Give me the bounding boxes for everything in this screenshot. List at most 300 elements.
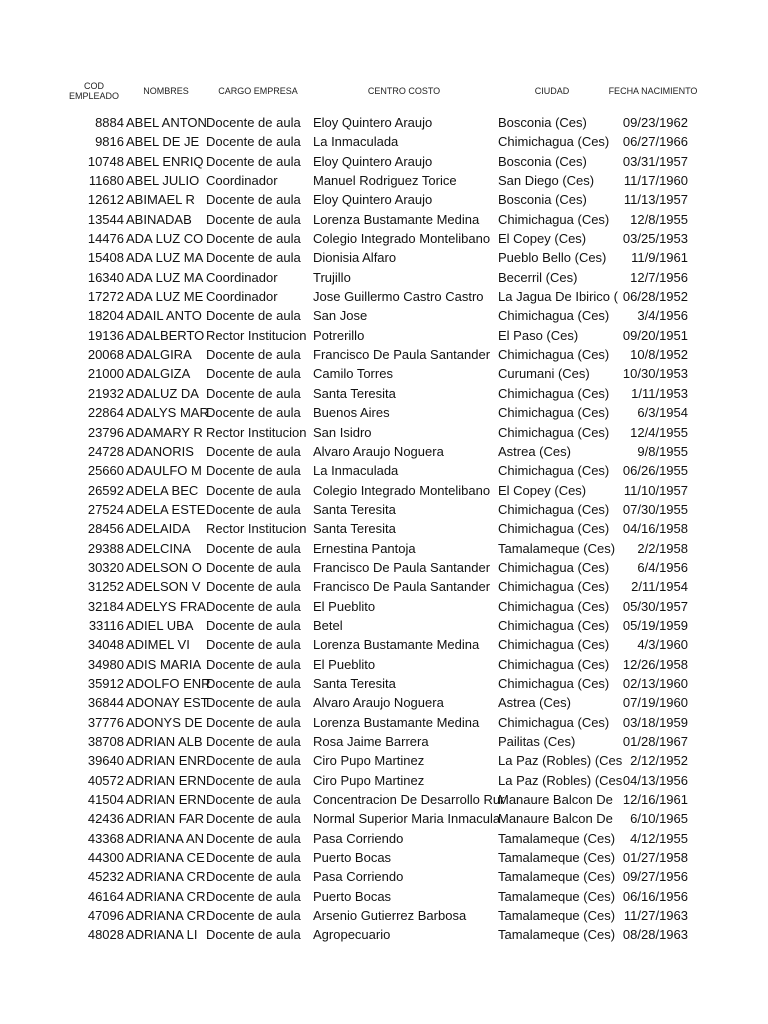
cell-ciudad: Chimichagua (Ces) [498, 579, 610, 595]
cell-cod-empleado: 16340 [87, 269, 124, 285]
table-row [0, 558, 768, 577]
cell-cod-empleado: 44300 [87, 850, 124, 866]
cell-centro-costo: Normal Superior Maria Inmacula [313, 811, 501, 827]
cell-cod-empleado: 24728 [87, 443, 124, 459]
cell-cod-empleado: 30320 [87, 559, 124, 575]
cell-cargo: Docente de aula [206, 792, 301, 808]
table-row [0, 481, 768, 500]
table-row [0, 461, 768, 480]
cell-cod-empleado: 27524 [87, 501, 124, 517]
table-row [0, 403, 768, 422]
cell-ciudad: Chimichagua (Ces) [498, 617, 610, 633]
cell-centro-costo: Dionisia Alfaro [313, 250, 397, 266]
cell-fecha-nacimiento: 07/30/1955 [622, 501, 688, 517]
cell-nombre: ADELA ESTE [126, 501, 206, 517]
cell-nombre: ADELA BEC [126, 482, 199, 498]
cell-nombre: ADRIANA LI [126, 927, 198, 943]
cell-centro-costo: Arsenio Gutierrez Barbosa [313, 908, 467, 924]
cell-nombre: ABEL JULIO [126, 173, 200, 189]
cell-nombre: ADELSON V [126, 579, 201, 595]
table-row [0, 867, 768, 886]
cell-cargo: Docente de aula [206, 463, 301, 479]
cell-nombre: ADAULFO M [126, 463, 202, 479]
cell-cargo: Docente de aula [206, 134, 301, 150]
cell-cargo: Docente de aula [206, 385, 301, 401]
cell-fecha-nacimiento: 4/3/1960 [637, 637, 688, 653]
cell-ciudad: Chimichagua (Ces) [498, 308, 610, 324]
cell-centro-costo: Lorenza Bustamante Medina [313, 211, 480, 227]
cell-cod-empleado: 21000 [87, 366, 124, 382]
table-row [0, 384, 768, 403]
cell-ciudad: La Paz (Robles) (Ces [498, 753, 623, 769]
cell-centro-costo: Camilo Torres [313, 366, 393, 382]
cell-nombre: ADRIANA CR [126, 908, 206, 924]
header-cod-empleado: COD EMPLEADO [68, 81, 119, 101]
table-row [0, 442, 768, 461]
cell-fecha-nacimiento: 06/27/1966 [622, 134, 688, 150]
cell-ciudad: Tamalameque (Ces) [498, 869, 616, 885]
cell-nombre: ADALBERTO [126, 327, 205, 343]
cell-nombre: ADAMARY R [126, 424, 203, 440]
header-fecha-nacimiento: FECHA NACIMIENTO [608, 86, 698, 96]
cell-ciudad: Manaure Balcon De [498, 792, 613, 808]
cell-ciudad: Chimichagua (Ces) [498, 424, 610, 440]
cell-cod-empleado: 39640 [87, 753, 124, 769]
cell-cargo: Docente de aula [206, 830, 301, 846]
cell-cod-empleado: 46164 [87, 888, 124, 904]
cell-ciudad: Chimichagua (Ces) [498, 656, 610, 672]
cell-cod-empleado: 9816 [95, 134, 124, 150]
cell-centro-costo: Ernestina Pantoja [313, 540, 416, 556]
table-row [0, 345, 768, 364]
table-row [0, 790, 768, 809]
cell-fecha-nacimiento: 06/26/1955 [622, 463, 688, 479]
cell-ciudad: Chimichagua (Ces) [498, 675, 610, 691]
cell-nombre: ADONAY EST [126, 695, 209, 711]
table-row [0, 171, 768, 190]
cell-cod-empleado: 45232 [87, 869, 124, 885]
cell-cargo: Docente de aula [206, 559, 301, 575]
cell-cargo: Docente de aula [206, 501, 301, 517]
cell-fecha-nacimiento: 11/17/1960 [623, 173, 688, 189]
cell-fecha-nacimiento: 11/27/1963 [623, 908, 688, 924]
cell-ciudad: Chimichagua (Ces) [498, 521, 610, 537]
cell-ciudad: Chimichagua (Ces) [498, 463, 610, 479]
cell-fecha-nacimiento: 12/4/1955 [630, 424, 688, 440]
cell-fecha-nacimiento: 12/8/1955 [630, 211, 688, 227]
cell-cargo: Docente de aula [206, 927, 301, 943]
cell-cod-empleado: 15408 [87, 250, 124, 266]
cell-nombre: ADA LUZ ME [126, 289, 204, 305]
cell-ciudad: Chimichagua (Ces) [498, 637, 610, 653]
cell-centro-costo: La Inmaculada [313, 463, 399, 479]
cell-cod-empleado: 28456 [87, 521, 124, 537]
cell-ciudad: Tamalameque (Ces) [498, 908, 616, 924]
cell-cod-empleado: 37776 [87, 714, 124, 730]
cell-cod-empleado: 13544 [87, 211, 124, 227]
cell-cargo: Docente de aula [206, 347, 301, 363]
cell-fecha-nacimiento: 09/20/1951 [622, 327, 688, 343]
cell-cargo: Docente de aula [206, 869, 301, 885]
cell-centro-costo: Francisco De Paula Santander [313, 579, 491, 595]
cell-fecha-nacimiento: 10/30/1953 [622, 366, 688, 382]
cell-cod-empleado: 40572 [87, 772, 124, 788]
cell-ciudad: Tamalameque (Ces) [498, 850, 616, 866]
cell-centro-costo: Francisco De Paula Santander [313, 559, 491, 575]
table-row [0, 113, 768, 132]
cell-fecha-nacimiento: 06/28/1952 [622, 289, 688, 305]
cell-centro-costo: Alvaro Araujo Noguera [313, 695, 444, 711]
cell-ciudad: Curumani (Ces) [498, 366, 590, 382]
cell-cargo: Docente de aula [206, 695, 301, 711]
cell-ciudad: Astrea (Ces) [498, 443, 571, 459]
cell-nombre: ADALYS MAR [126, 405, 209, 421]
cell-centro-costo: Santa Teresita [313, 521, 396, 537]
cell-nombre: ABINADAB [126, 211, 192, 227]
cell-cargo: Docente de aula [206, 115, 301, 130]
cell-centro-costo: Pasa Corriendo [313, 869, 404, 885]
cell-ciudad: Tamalameque (Ces) [498, 888, 616, 904]
cell-cod-empleado: 26592 [87, 482, 124, 498]
cell-nombre: ADELAIDA [126, 521, 191, 537]
cell-ciudad: Pailitas (Ces) [498, 734, 576, 749]
table-row [0, 519, 768, 538]
cell-nombre: ADRIANA CR [126, 869, 206, 885]
cell-centro-costo: Buenos Aires [313, 405, 390, 421]
cell-cod-empleado: 38708 [87, 734, 124, 749]
table-row [0, 268, 768, 287]
cell-fecha-nacimiento: 07/19/1960 [622, 695, 688, 711]
table-row [0, 423, 768, 442]
cell-ciudad: Tamalameque (Ces) [498, 927, 616, 943]
cell-centro-costo: Santa Teresita [313, 501, 396, 517]
cell-nombre: ADRIAN ERN [126, 792, 207, 808]
cell-centro-costo: Betel [313, 617, 343, 633]
cell-ciudad: Chimichagua (Ces) [498, 134, 610, 150]
cell-fecha-nacimiento: 2/12/1952 [630, 753, 688, 769]
cell-cod-empleado: 18204 [87, 308, 124, 324]
cell-centro-costo: Jose Guillermo Castro Castro [313, 289, 484, 305]
cell-ciudad: Chimichagua (Ces) [498, 405, 610, 421]
cell-nombre: ADA LUZ CO [126, 231, 204, 247]
cell-cargo: Docente de aula [206, 908, 301, 924]
cell-ciudad: Chimichagua (Ces) [498, 347, 610, 363]
cell-ciudad: Pueblo Bello (Ces) [498, 250, 607, 266]
cell-cod-empleado: 29388 [87, 540, 124, 556]
header-cargo-empresa: CARGO EMPRESA [218, 86, 298, 96]
table-row [0, 751, 768, 770]
cell-centro-costo: Lorenza Bustamante Medina [313, 637, 480, 653]
cell-fecha-nacimiento: 09/27/1956 [622, 869, 688, 885]
cell-cod-empleado: 8884 [95, 115, 124, 130]
cell-cod-empleado: 19136 [87, 327, 124, 343]
table-row [0, 132, 768, 151]
cell-fecha-nacimiento: 9/8/1955 [637, 443, 688, 459]
cell-centro-costo: Santa Teresita [313, 675, 396, 691]
cell-cod-empleado: 43368 [87, 830, 124, 846]
cell-centro-costo: Santa Teresita [313, 385, 396, 401]
cell-fecha-nacimiento: 03/25/1953 [622, 231, 688, 247]
cell-cod-empleado: 31252 [87, 579, 124, 595]
cell-ciudad: Bosconia (Ces) [498, 153, 587, 169]
cell-centro-costo: El Pueblito [313, 598, 376, 614]
cell-cargo: Docente de aula [206, 714, 301, 730]
cell-cargo: Rector Institucion [206, 327, 307, 343]
cell-nombre: ADELYS FRA [126, 598, 206, 614]
cell-centro-costo: La Inmaculada [313, 134, 399, 150]
table-row [0, 732, 768, 751]
cell-cargo: Coordinador [206, 269, 278, 285]
cell-nombre: ADA LUZ MA [126, 250, 204, 266]
cell-centro-costo: Ciro Pupo Martinez [313, 772, 425, 788]
table-row [0, 287, 768, 306]
table-row [0, 655, 768, 674]
cell-fecha-nacimiento: 1/11/1953 [631, 385, 688, 401]
cell-cargo: Docente de aula [206, 617, 301, 633]
cell-ciudad: Manaure Balcon De [498, 811, 613, 827]
table-row [0, 848, 768, 867]
table-row [0, 887, 768, 906]
cell-ciudad: Chimichagua (Ces) [498, 559, 610, 575]
table-row [0, 190, 768, 209]
cell-cod-empleado: 12612 [87, 192, 124, 208]
table-body [0, 113, 768, 945]
cell-fecha-nacimiento: 11/10/1957 [623, 482, 688, 498]
cell-cod-empleado: 34980 [87, 656, 124, 672]
cell-centro-costo: Trujillo [313, 269, 351, 285]
cell-centro-costo: Potrerillo [313, 327, 365, 343]
cell-centro-costo: Lorenza Bustamante Medina [313, 714, 480, 730]
cell-nombre: ADIEL UBA [126, 617, 194, 633]
cell-nombre: ADALGIZA [126, 366, 191, 382]
cell-fecha-nacimiento: 09/23/1962 [622, 115, 688, 130]
cell-cargo: Docente de aula [206, 250, 301, 266]
cell-nombre: ADALUZ DA [126, 385, 199, 401]
table-row [0, 771, 768, 790]
table-row [0, 229, 768, 248]
cell-cod-empleado: 10748 [87, 153, 124, 169]
cell-nombre: ADRIAN ERN [126, 772, 207, 788]
table-row [0, 925, 768, 944]
cell-nombre: ADIS MARIA [126, 656, 202, 672]
cell-fecha-nacimiento: 04/13/1956 [622, 772, 688, 788]
cell-nombre: ADANORIS [126, 443, 194, 459]
cell-nombre: ADALGIRA [126, 347, 192, 363]
cell-cargo: Rector Institucion [206, 521, 307, 537]
cell-nombre: ABEL DE JE [126, 134, 200, 150]
cell-cargo: Docente de aula [206, 888, 301, 904]
cell-nombre: ADRIANA CR [126, 888, 206, 904]
cell-ciudad: Bosconia (Ces) [498, 115, 587, 130]
cell-ciudad: Becerril (Ces) [498, 269, 578, 285]
table-row [0, 693, 768, 712]
cell-fecha-nacimiento: 6/10/1965 [630, 811, 688, 827]
cell-fecha-nacimiento: 6/3/1954 [637, 405, 688, 421]
cell-fecha-nacimiento: 08/28/1963 [622, 927, 688, 943]
cell-cod-empleado: 21932 [87, 385, 124, 401]
cell-fecha-nacimiento: 01/28/1967 [622, 734, 688, 749]
cell-fecha-nacimiento: 11/13/1957 [623, 192, 688, 208]
cell-fecha-nacimiento: 12/16/1961 [622, 792, 688, 808]
cell-centro-costo: El Pueblito [313, 656, 376, 672]
header-ciudad: CIUDAD [534, 86, 570, 96]
cell-nombre: ADIMEL VI [126, 637, 190, 653]
cell-cod-empleado: 32184 [87, 598, 124, 614]
cell-cargo: Docente de aula [206, 482, 301, 498]
cell-centro-costo: Puerto Bocas [313, 850, 392, 866]
cell-nombre: ABEL ANTON [126, 115, 207, 130]
cell-cargo: Docente de aula [206, 231, 301, 247]
table-row [0, 674, 768, 693]
cell-cod-empleado: 25660 [87, 463, 124, 479]
cell-fecha-nacimiento: 03/18/1959 [622, 714, 688, 730]
cell-cod-empleado: 34048 [87, 637, 124, 653]
table-row [0, 500, 768, 519]
cell-centro-costo: Alvaro Araujo Noguera [313, 443, 444, 459]
table-row [0, 616, 768, 635]
cell-centro-costo: Eloy Quintero Araujo [313, 192, 433, 208]
cell-ciudad: Chimichagua (Ces) [498, 598, 610, 614]
cell-cargo: Coordinador [206, 173, 278, 189]
cell-ciudad: Chimichagua (Ces) [498, 211, 610, 227]
cell-ciudad: El Paso (Ces) [498, 327, 579, 343]
table-row [0, 210, 768, 229]
table-header [0, 80, 768, 110]
cell-cargo: Docente de aula [206, 308, 301, 324]
cell-fecha-nacimiento: 10/8/1952 [630, 347, 688, 363]
cell-ciudad: La Paz (Robles) (Ces [498, 772, 623, 788]
cell-ciudad: Tamalameque (Ces) [498, 830, 616, 846]
table-row [0, 152, 768, 171]
table-row [0, 577, 768, 596]
cell-cargo: Docente de aula [206, 211, 301, 227]
cell-cargo: Docente de aula [206, 637, 301, 653]
cell-nombre: ADA LUZ MA [126, 269, 204, 285]
cell-cargo: Docente de aula [206, 734, 301, 749]
cell-cargo: Rector Institucion [206, 424, 307, 440]
cell-nombre: ADONYS DE [126, 714, 203, 730]
table-row [0, 713, 768, 732]
cell-cargo: Docente de aula [206, 772, 301, 788]
cell-cod-empleado: 23796 [87, 424, 124, 440]
table-row [0, 635, 768, 654]
cell-fecha-nacimiento: 05/30/1957 [622, 598, 688, 614]
table-row [0, 539, 768, 558]
cell-fecha-nacimiento: 04/16/1958 [622, 521, 688, 537]
cell-cargo: Docente de aula [206, 153, 301, 169]
cell-ciudad: Bosconia (Ces) [498, 192, 587, 208]
cell-centro-costo: Colegio Integrado Montelibano [313, 482, 491, 498]
table-row [0, 306, 768, 325]
cell-cod-empleado: 33116 [88, 617, 124, 633]
cell-ciudad: La Jagua De Ibirico ( [498, 289, 618, 305]
cell-cod-empleado: 14476 [87, 231, 124, 247]
cell-cargo: Docente de aula [206, 753, 301, 769]
cell-fecha-nacimiento: 3/4/1956 [637, 308, 688, 324]
cell-centro-costo: Eloy Quintero Araujo [313, 115, 433, 130]
cell-ciudad: Chimichagua (Ces) [498, 385, 610, 401]
table-row [0, 906, 768, 925]
cell-fecha-nacimiento: 6/4/1956 [637, 559, 688, 575]
cell-nombre: ADAIL ANTO [126, 308, 202, 324]
cell-centro-costo: Pasa Corriendo [313, 830, 404, 846]
cell-cod-empleado: 48028 [87, 927, 124, 943]
cell-centro-costo: Rosa Jaime Barrera [313, 734, 429, 749]
cell-cod-empleado: 17272 [87, 289, 124, 305]
cell-cod-empleado: 35912 [87, 675, 124, 691]
cell-nombre: ADRIAN ALB [126, 734, 203, 749]
cell-fecha-nacimiento: 06/16/1956 [622, 888, 688, 904]
cell-centro-costo: Eloy Quintero Araujo [313, 153, 433, 169]
cell-centro-costo: San Jose [313, 308, 368, 324]
cell-fecha-nacimiento: 01/27/1958 [622, 850, 688, 866]
cell-ciudad: Chimichagua (Ces) [498, 501, 610, 517]
cell-nombre: ADOLFO ENR [126, 675, 211, 691]
cell-centro-costo: San Isidro [313, 424, 372, 440]
cell-cargo: Docente de aula [206, 540, 301, 556]
cell-cod-empleado: 22864 [87, 405, 124, 421]
cell-nombre: ADRIANA AN [126, 830, 205, 846]
cell-fecha-nacimiento: 11/9/1961 [631, 250, 688, 266]
table-row [0, 829, 768, 848]
cell-cod-empleado: 20068 [87, 347, 124, 363]
cell-cod-empleado: 41504 [87, 792, 124, 808]
table-row [0, 248, 768, 267]
cell-centro-costo: Concentracion De Desarrollo Rur [313, 792, 505, 808]
cell-nombre: ADRIAN FAR [126, 811, 205, 827]
cell-cargo: Docente de aula [206, 579, 301, 595]
cell-ciudad: El Copey (Ces) [498, 231, 587, 247]
header-nombres: NOMBRES [143, 86, 189, 96]
cell-cargo: Docente de aula [206, 405, 301, 421]
cell-centro-costo: Manuel Rodriguez Torice [313, 173, 457, 189]
table-row [0, 326, 768, 345]
cell-cod-empleado: 36844 [87, 695, 124, 711]
cell-fecha-nacimiento: 02/13/1960 [622, 675, 688, 691]
cell-centro-costo: Francisco De Paula Santander [313, 347, 491, 363]
cell-nombre: ADELCINA [126, 540, 192, 556]
cell-centro-costo: Ciro Pupo Martinez [313, 753, 425, 769]
cell-fecha-nacimiento: 05/19/1959 [622, 617, 688, 633]
table-row [0, 809, 768, 828]
cell-nombre: ADELSON O [126, 559, 202, 575]
cell-centro-costo: Agropecuario [313, 927, 391, 943]
cell-fecha-nacimiento: 2/11/1954 [631, 579, 688, 595]
cell-fecha-nacimiento: 12/7/1956 [630, 269, 688, 285]
cell-cargo: Docente de aula [206, 811, 301, 827]
cell-ciudad: Tamalameque (Ces) [498, 540, 616, 556]
cell-nombre: ABEL ENRIQ [126, 153, 204, 169]
cell-nombre: ADRIAN ENR [126, 753, 207, 769]
cell-centro-costo: Colegio Integrado Montelibano [313, 231, 491, 247]
table-row [0, 597, 768, 616]
cell-ciudad: Chimichagua (Ces) [498, 714, 610, 730]
cell-ciudad: Astrea (Ces) [498, 695, 571, 711]
cell-fecha-nacimiento: 12/26/1958 [622, 656, 688, 672]
cell-cargo: Docente de aula [206, 366, 301, 382]
cell-cod-empleado: 47096 [87, 908, 124, 924]
cell-cargo: Docente de aula [206, 656, 301, 672]
cell-nombre: ADRIANA CE [126, 850, 205, 866]
cell-cargo: Docente de aula [206, 598, 301, 614]
cell-cargo: Docente de aula [206, 850, 301, 866]
cell-cargo: Docente de aula [206, 443, 301, 459]
cell-centro-costo: Puerto Bocas [313, 888, 392, 904]
table-row [0, 364, 768, 383]
cell-fecha-nacimiento: 03/31/1957 [622, 153, 688, 169]
header-centro-costo: CENTRO COSTO [367, 86, 441, 96]
cell-cargo: Docente de aula [206, 675, 301, 691]
